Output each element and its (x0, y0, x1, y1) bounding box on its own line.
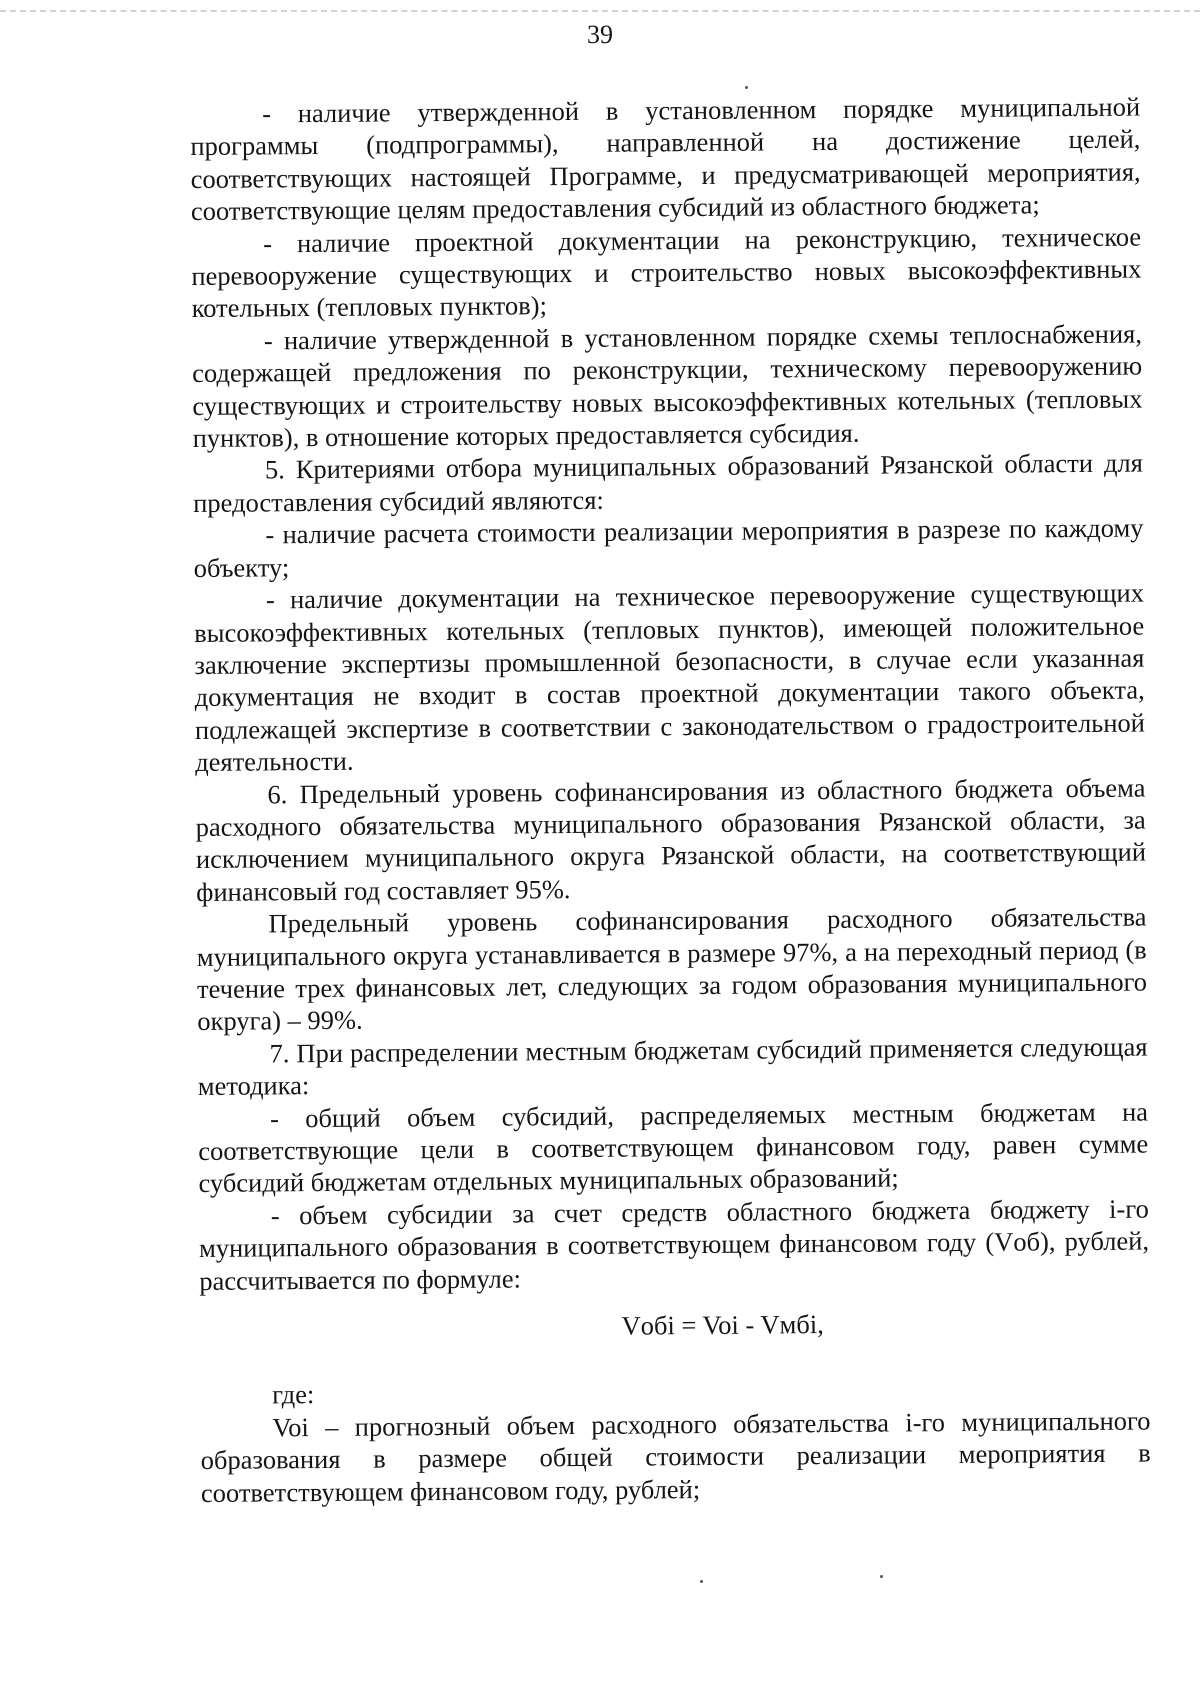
scan-speck (700, 1580, 703, 1583)
paragraph-cost-calculation: - наличие расчета стоимости реализации мероприятия в разрезе по каждому объекту; (193, 512, 1144, 583)
paragraph-cofinancing-okrug: Предельный уровень софинансирования расходного обязательства муниципального округа устанавливается в размере 97%, а на переходный период (в течение трех финансовых лет, следующих за годом образования муниципального округа) – 99%. (196, 901, 1148, 1037)
scan-speck (745, 86, 748, 89)
paragraph-heat-supply-scheme: - наличие утвержденной в установленном порядке схемы теплоснабжения, содержащей предложения по реконструкции, техническому перевооружению существующих и строительству новых высокоэффективных котельных (тепловых пунктов), в отношение которых предоставляется субсидия. (192, 318, 1143, 454)
paragraph-distribution-method: 7. При распределении местным бюджетам субсидий применяется следующая методика: (197, 1031, 1148, 1102)
formula: Vобi = Voi - Vмбi, (621, 1309, 824, 1341)
paragraph-selection-criteria: 5. Критериями отбора муниципальных образований Рязанской области для предоставления субсидий являются: (193, 447, 1144, 518)
paragraph-technical-documentation: - наличие документации на техническое перевооружение существующих высокоэффективных котельных (тепловых пунктов), имеющей положительное заключение экспертизы промышленной безопасности, в случае если указанная документация не входит в состав проектной документации такого объекта, подлежащей экспертизе в соответствии с законодательством о градостроительной деятельности. (194, 577, 1146, 778)
where-label: где: (272, 1379, 315, 1410)
page-number: 39 (587, 20, 613, 49)
paragraph-total-subsidies: - общий объем субсидий, распределяемых местным бюджетам на соответствующие цели в соответствующем финансовом году, равен сумме субсидий бюджетам отдельных муниципальных образований; (198, 1096, 1149, 1199)
paragraph-cofinancing-level: 6. Предельный уровень софинансирования из областного бюджета объема расходного обязательства муниципального образования Рязанской области, за исключением муниципального округа Рязанской области, на соответствующий финансовый год составляет 95%. (195, 772, 1147, 907)
paragraph-municipal-program: - наличие утвержденной в установленном порядке муниципальной программы (подпрограммы), направленной на достижение целей, соответствующих настоящей Программе, и предусматривающей мероприятия, соответствующие целям предоставления субсидий из областного бюджета; (190, 91, 1141, 227)
definition-voi: Voi – прогнозный объем расходного обязательства i-го муниципального образования в размере общей стоимости реализации мероприятия в соответствующем финансовом году, рублей; (200, 1405, 1151, 1508)
paragraph-project-documentation: - наличие проектной документации на реконструкцию, техническое перевооружение существующих и строительство новых высокоэффективных котельных (тепловых пунктов); (191, 221, 1142, 324)
paragraph-subsidy-volume: - объем субсидии за счет средств областного бюджета бюджету i-го муниципального образования в соответствующем финансовом году (Vоб), рублей, рассчитывается по формуле: (198, 1193, 1150, 1296)
scan-edge-artifact (0, 10, 1200, 12)
document-body (190, 91, 1151, 1509)
scan-speck (880, 1575, 883, 1578)
